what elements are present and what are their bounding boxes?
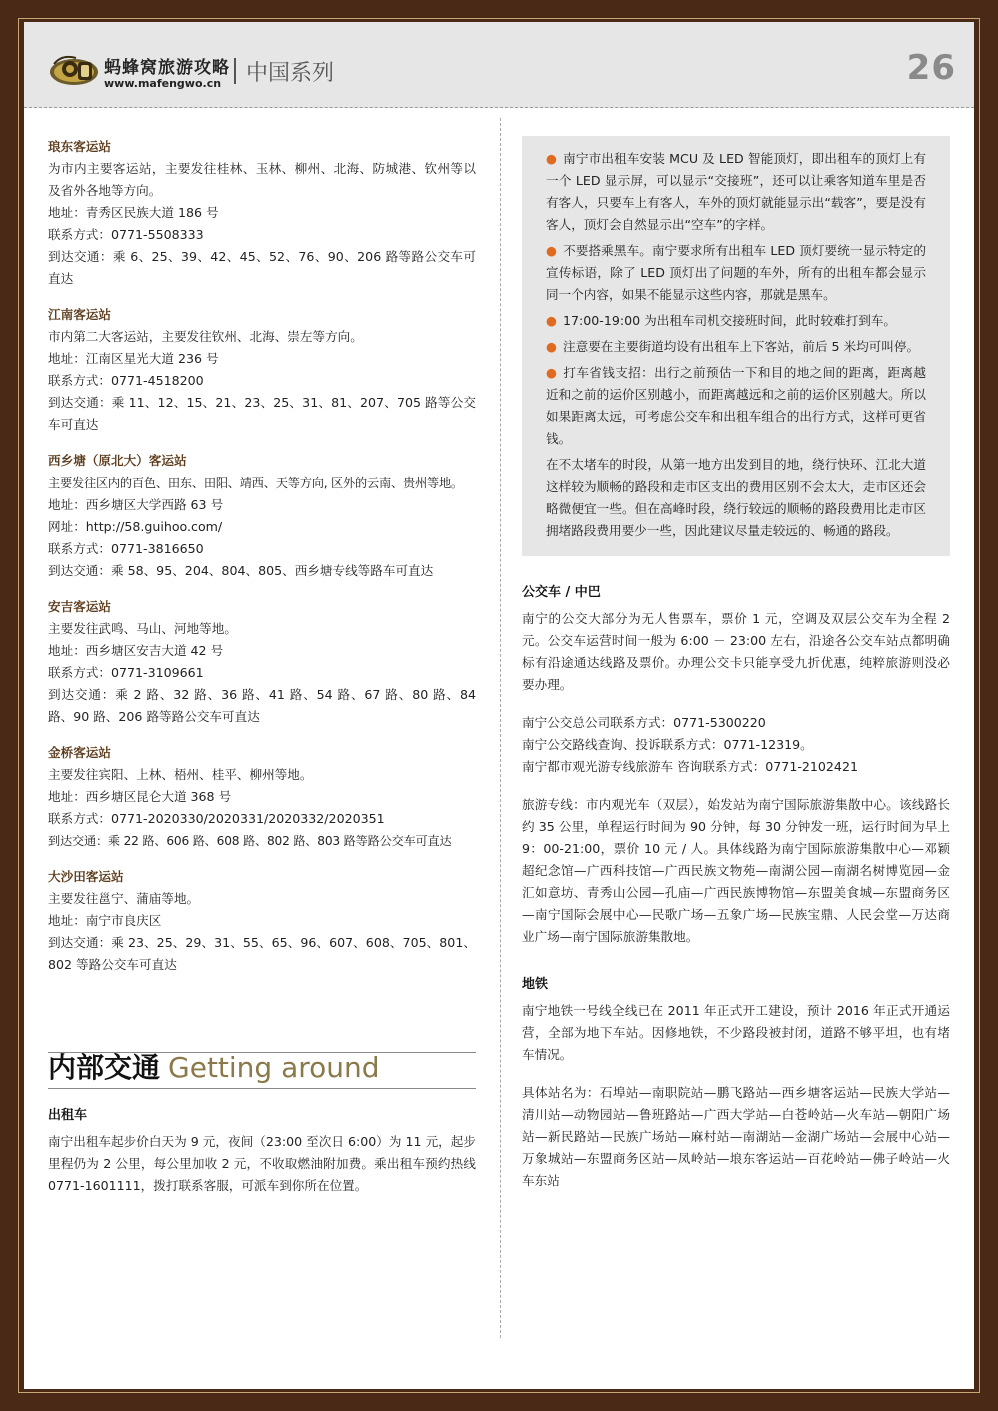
station-title: 西乡塘（原北大）客运站 [48,453,187,468]
section-heading [48,1052,476,1089]
brand-name: 蚂蜂窝旅游攻略 [104,58,230,78]
station-desc: 主要发往宾阳、上林、梧州、桂平、柳州等地。 [48,767,313,782]
tip-note: 在不太堵车的时段，从第一地方出发到目的地，绕行快环、江北大道这样较为顺畅的路段和走市区支出的费用区别不会太大，走市区还会略微便宜一些。但在高峰时段，绕行较远的顺畅的路段费用比走市区拥堵路段费用要少一些，因此建议尽量走较远的、畅通的路段。 [546,457,926,538]
right-column [522,136,950,1204]
bus-intro: 南宁的公交大部分为无人售票车，票价 1 元，空调及双层公交车为全程 2 元。公交车运营时间一般为 6:00 － 23:00 左右，沿途各公交车站点都明确标有沿途通达线路及票价。办理公交卡只能享受九折优惠，纯粹旅游则没必要办理。 [522,611,950,692]
tip-text: 17:00-19:00 为出租车司机交接班时间，此时较难打到车。 [563,313,897,328]
page-number: 26 [906,48,956,88]
station-phone: 联系方式：0771-3109661 [48,665,204,680]
tip-item [546,362,926,450]
station-transport: 到达交通：乘 2 路、32 路、36 路、41 路、54 路、67 路、80 路、84 路、90 路、206 路等路公交车可直达 [48,687,476,724]
header-separator [234,58,236,84]
taxi-text: 南宁出租车起步价白天为 9 元，夜间（23:00 至次日 6:00）为 11 元，起步里程仍为 2 公里，每公里加收 2 元，不收取燃油附加费。乘出租车预约热线 0771-1601111，拨打联系客服，可派车到你所在位置。 [48,1134,476,1193]
tip-text: 南宁市出租车安装 MCU 及 LED 智能顶灯，即出租车的顶灯上有一个 LED 显示屏，可以显示“交接班”，还可以让乘客知道车里是否有客人，只要车上有客人，车外的顶灯就能显示出“载客”，要是没有客人，顶灯会自然显示出“空车”的字样。 [546,151,926,232]
station-transport: 到达交通：乘 23、25、29、31、55、65、96、607、608、705、801、802 等路公交车可直达 [48,935,476,972]
station-website: 网址：http://58.guihoo.com/ [48,519,223,534]
tip-text: 不要搭乘黑车。南宁要求所有出租车 LED 顶灯要统一显示特定的宣传标语，除了 LED 顶灯出了问题的车外，所有的出租车都会显示同一个内容，如果不能显示这些内容，那就是黑车。 [546,243,926,302]
column-divider [500,118,501,1338]
taxi-tips-box [522,136,950,556]
station-transport: 到达交通：乘 11、12、15、21、23、25、31、81、207、705 路等公交车可直达 [48,395,476,432]
station-desc: 主要发往区内的百色、田东、田阳、靖西、天等方向, 区外的云南、贵州等地。 [48,476,463,490]
station-address: 地址：青秀区民族大道 186 号 [48,205,219,220]
tip-item [546,310,926,332]
station-desc: 市内第二大客运站，主要发往钦州、北海、崇左等方向。 [48,329,363,344]
station-address: 地址：江南区星光大道 236 号 [48,351,219,366]
station-title: 江南客运站 [48,307,111,322]
bullet-icon: ● [546,243,558,258]
station-block [48,866,476,976]
station-block [48,596,476,728]
metro-intro: 南宁地铁一号线全线已在 2011 年正式开工建设，预计 2016 年正式开通运营，全部为地下车站。因修地铁，不少路段被封闭，道路不够平坦，也有堵车情况。 [522,1003,950,1062]
station-block [48,136,476,290]
station-transport: 到达交通：乘 6、25、39、42、45、52、76、90、206 路等路公交车可直达 [48,249,476,286]
station-phone: 联系方式：0771-5508333 [48,227,204,242]
section-heading-en: Getting around [168,1051,380,1084]
left-column [48,136,476,1209]
metro-stations: 具体站名为：石埠站—南职院站—鹏飞路站—西乡塘客运站—民族大学站—清川站—动物园站—鲁班路站—广西大学站—白苍岭站—火车站—朝阳广场站—新民路站—民族广场站—麻村站—南湖站—金湖广场站—会展中心站—万象城站—东盟商务区站—凤岭站—埌东客运站—百花岭站—佛子岭站—火车东站 [522,1085,950,1188]
station-phone: 联系方式：0771-2020330/2020331/2020332/2020351 [48,811,385,826]
bus-contact: 南宁公交路线查询、投诉联系方式：0771-12319。 [522,737,813,752]
station-title: 大沙田客运站 [48,869,124,884]
bullet-icon: ● [546,313,557,328]
station-block [48,304,476,436]
tip-item [546,240,926,306]
brand-url: www.mafengwo.cn [104,77,222,90]
station-transport: 到达交通：乘 22 路、606 路、608 路、802 路、803 路等路公交车可直达 [48,834,452,848]
tip-text: 注意要在主要街道均设有出租车上下客站，前后 5 米均可叫停。 [563,339,920,354]
tip-item [546,336,926,358]
station-address: 地址：西乡塘区安吉大道 42 号 [48,643,224,658]
station-title: 琅东客运站 [48,139,111,154]
station-phone: 联系方式：0771-4518200 [48,373,204,388]
section-heading-cn: 内部交通 [48,1051,161,1084]
station-address: 地址：西乡塘区大学西路 63 号 [48,497,224,512]
taxi-title: 出租车 [48,1108,88,1123]
bullet-icon: ● [546,151,558,166]
station-address: 地址：南宁市良庆区 [48,913,162,928]
station-block [48,742,476,852]
station-phone: 联系方式：0771-3816650 [48,541,204,556]
bus-contact: 南宁都市观光游专线旅游车 咨询联系方式：0771-2102421 [522,759,858,774]
bus-contact: 南宁公交总公司联系方式：0771-5300220 [522,715,766,730]
station-address: 地址：西乡塘区昆仑大道 368 号 [48,789,232,804]
series-title: 中国系列 [246,61,335,86]
bee-logo-icon [48,50,100,88]
metro-title: 地铁 [522,977,549,992]
station-transport: 到达交通：乘 58、95、204、804、805、西乡塘专线等路车可直达 [48,563,434,578]
tip-text: 打车省钱支招：出行之前预估一下和目的地之间的距离，距离越近和之前的运价区别越小，而距离越远和之前的运价区别越大。所以如果距离太远，可考虑公交车和出租车组合的出行方式，这样可更省钱。 [546,365,926,446]
station-desc: 为市内主要客运站，主要发往桂林、玉林、柳州、北海、防城港、钦州等以及省外各地等方向。 [48,161,476,198]
station-desc: 主要发往武鸣、马山、河地等地。 [48,621,237,636]
bullet-icon: ● [546,339,557,354]
page-header [24,22,974,108]
bus-title: 公交车 / 中巴 [522,585,601,600]
page [24,22,974,1389]
station-title: 金桥客运站 [48,745,111,760]
station-desc: 主要发往邕宁、蒲庙等地。 [48,891,200,906]
bus-tour-line: 旅游专线：市内观光车（双层），始发站为南宁国际旅游集散中心。该线路长约 35 公里，单程运行时间为 90 分钟，每 30 分钟发一班，运行时间为早上 9：00-21:00，票价 10 元 / 人。具体线路为南宁国际旅游集散中心—邓颖超纪念馆—广西科技馆—广西民族文物苑—南湖公园—南湖名树博览园—金汇如意坊、青秀山公园—孔庙—广西民族博物馆—东盟美食城—东盟商务区—南宁国际会展中心—民歌广场—五象广场—民族宝鼎、人民会堂—万达商业广场—南宁国际旅游集散地。 [522,797,950,944]
station-block [48,450,476,582]
bullet-icon: ● [546,365,558,380]
tip-item [546,148,926,236]
station-title: 安吉客运站 [48,599,111,614]
